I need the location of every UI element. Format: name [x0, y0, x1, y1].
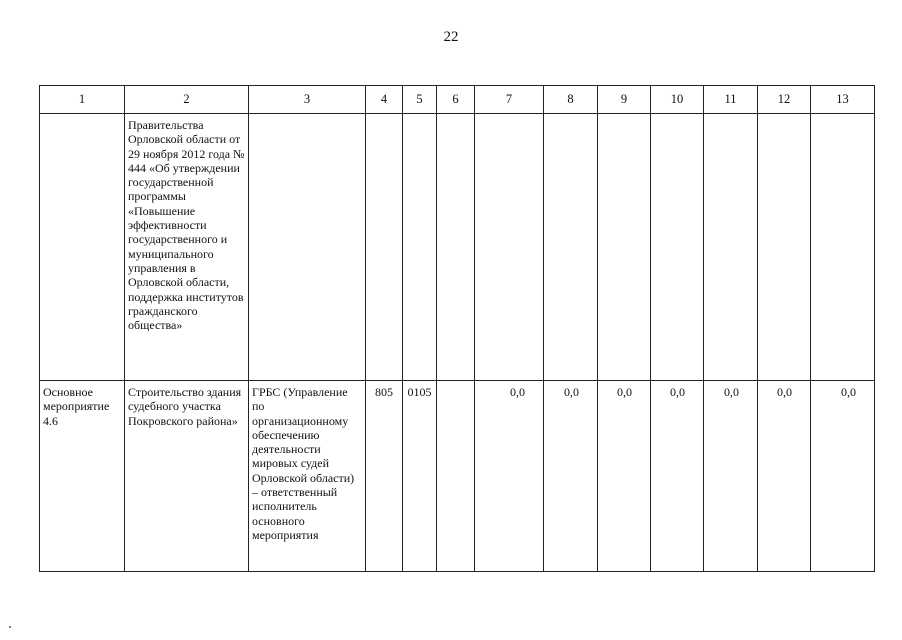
column-header: 5 [403, 86, 437, 114]
cell-text: 0,0 [564, 385, 579, 399]
table-cell [811, 381, 875, 572]
table-cell [125, 114, 249, 381]
table-cell [403, 381, 437, 572]
table-cell [40, 381, 125, 572]
table-cell [704, 114, 758, 381]
table-cell [366, 381, 403, 572]
column-header: 8 [544, 86, 598, 114]
cell-text [249, 114, 365, 118]
cell-text [651, 114, 703, 118]
table-cell [437, 114, 475, 381]
cell-text [437, 114, 474, 118]
cell-text: Строительство здания судебного участка Покровского района» [128, 385, 242, 428]
data-table [39, 85, 875, 572]
column-header: 10 [651, 86, 704, 114]
cell-text [704, 114, 757, 118]
table-cell [544, 381, 598, 572]
column-header: 4 [366, 86, 403, 114]
column-header: 7 [475, 86, 544, 114]
cell-text: 0,0 [841, 385, 856, 399]
cell-text: Правительства Орловской области от 29 ноября 2012 года № 444 «Об утверждении государственной программы «Повышение эффективности государственного и муниципального управления в Орловской области, поддержка институтов гражданского общества» [128, 118, 245, 333]
table-cell [249, 381, 366, 572]
cell-text [437, 381, 474, 385]
cell-text: 0,0 [777, 385, 792, 399]
cell-text: 0,0 [617, 385, 632, 399]
table-header-row [40, 86, 875, 114]
table-cell [811, 114, 875, 381]
table-cell [403, 114, 437, 381]
cell-text: ГРБС (Управление по организационному обеспечению деятельности мировых судей Орловской области) – ответственный исполнитель основного мероприятия [252, 385, 355, 542]
column-header: 6 [437, 86, 475, 114]
table-cell [249, 114, 366, 381]
cell-text [811, 114, 874, 118]
cell-text: 805 [375, 385, 393, 399]
table-cell [366, 114, 403, 381]
page-number: 22 [443, 29, 459, 45]
column-header: 3 [249, 86, 366, 114]
column-header: 2 [125, 86, 249, 114]
column-header: 1 [40, 86, 125, 114]
table-row [40, 114, 875, 381]
cell-text [758, 114, 810, 118]
cell-text: 0,0 [670, 385, 685, 399]
column-header: 9 [598, 86, 651, 114]
table-cell [40, 114, 125, 381]
table-cell [598, 114, 651, 381]
cell-text [598, 114, 650, 118]
cell-text: 0,0 [510, 385, 525, 399]
column-header: 11 [704, 86, 758, 114]
scan-speck [9, 626, 11, 628]
table-cell [758, 114, 811, 381]
cell-text [40, 114, 124, 118]
cell-text [544, 114, 597, 118]
table-cell [651, 114, 704, 381]
cell-text [366, 114, 402, 118]
table-cell [758, 381, 811, 572]
table-cell [704, 381, 758, 572]
cell-text [403, 114, 436, 118]
table-row [40, 381, 875, 572]
cell-text: 0,0 [724, 385, 739, 399]
table-cell [651, 381, 704, 572]
table-cell [475, 114, 544, 381]
cell-text: 0105 [407, 385, 432, 399]
table-cell [437, 381, 475, 572]
table-cell [598, 381, 651, 572]
cell-text: Основное мероприятие 4.6 [43, 385, 110, 428]
table-cell [125, 381, 249, 572]
column-header: 12 [758, 86, 811, 114]
cell-text [475, 114, 543, 118]
column-header: 13 [811, 86, 875, 114]
table-cell [475, 381, 544, 572]
table-cell [544, 114, 598, 381]
